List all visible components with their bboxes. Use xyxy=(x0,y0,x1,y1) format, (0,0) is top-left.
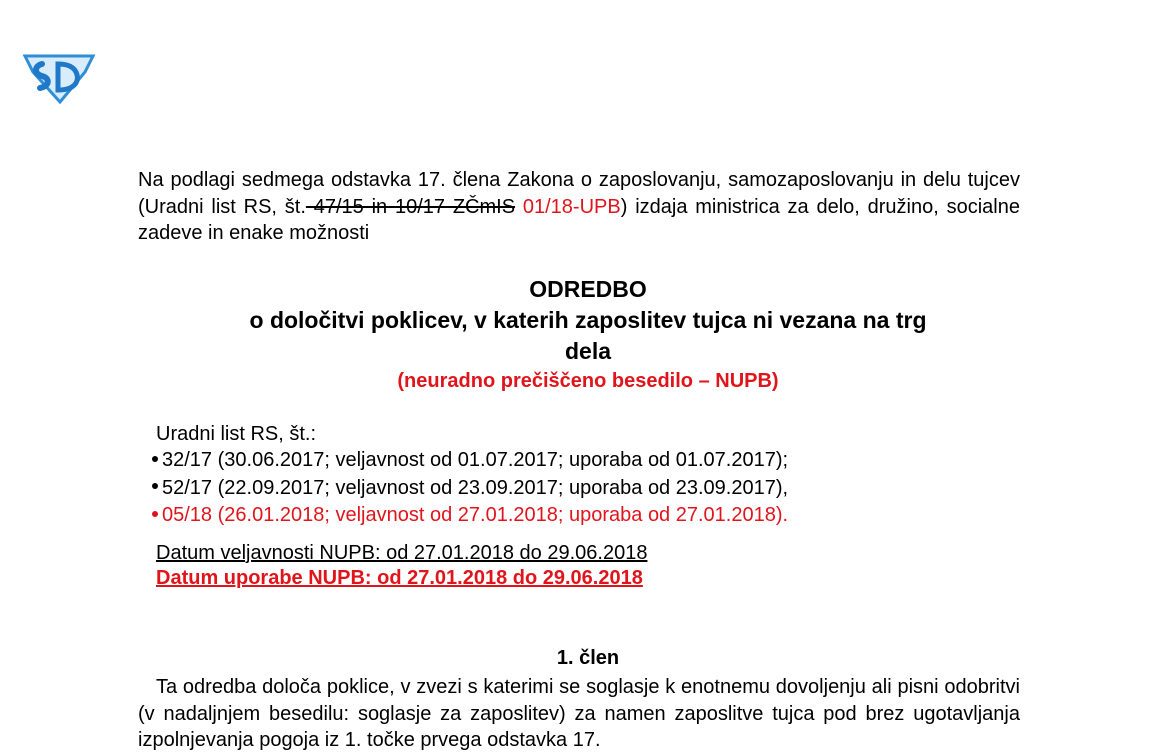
gazette-item xyxy=(152,447,788,475)
bullet-icon xyxy=(152,483,158,489)
deleted-reference: 47/15 in 10/17 ZČmIS xyxy=(305,195,516,218)
document-title xyxy=(138,274,1038,395)
nupb-dates xyxy=(156,541,647,591)
title-line-2: o določitvi poklicev, v katerih zaposlitev tujca ni vezana na trg xyxy=(249,307,927,333)
logo-icon xyxy=(22,50,96,104)
bullet-icon xyxy=(152,511,158,517)
title-subtitle: (neuradno prečiščeno besedilo – NUPB) xyxy=(397,370,779,392)
title-line-3: dela xyxy=(564,338,612,364)
intro-paragraph xyxy=(138,167,1020,247)
gazette-item-text: 52/17 (22.09.2017; veljavnost od 23.09.2017; uporaba od 23.09.2017), xyxy=(162,476,789,499)
gazette-item xyxy=(152,502,788,530)
gazette-item xyxy=(152,475,788,503)
gazette-label: Uradni list RS, št.: xyxy=(156,423,317,445)
gazette-item-text: 05/18 (26.01.2018; veljavnost od 27.01.2018; uporaba od 27.01.2018). xyxy=(162,504,789,526)
title-line-1: ODREDBO xyxy=(529,276,647,302)
article-text: Ta odredba določa poklice, v zvezi s katerimi se soglasje k enotnemu dovoljenju ali pisni odobritvi (v nadaljnjem besedilu: soglasje za zaposlitev) za namen zaposlitve tujca pod brez ugotavljanja izpolnjevanja pogoja iz 1. točke prvega odstavka 17. xyxy=(138,676,1020,751)
bullet-icon xyxy=(152,456,158,462)
validity-date: Datum veljavnosti NUPB: od 27.01.2018 do 29.06.2018 xyxy=(156,542,648,564)
gazette-list xyxy=(152,447,788,530)
article-title: 1. člen xyxy=(556,647,620,669)
intro-text-end: ) izdaja ministrica za delo, družino, socialne zadeve in enake možnosti xyxy=(138,195,1020,244)
application-date: Datum uporabe NUPB: od 27.01.2018 do 29.06.2018 xyxy=(156,567,643,589)
gazette-item-text: 32/17 (30.06.2017; veljavnost od 01.07.2017; uporaba od 01.07.2017); xyxy=(162,449,789,471)
intro-text: Na podlagi sedmega odstavka 17. člena Zakona o zaposlovanju, samozaposlovanju in delu tujcev (Uradni list RS, št. xyxy=(138,169,1020,218)
inserted-reference: 01/18-UPB xyxy=(515,195,621,218)
